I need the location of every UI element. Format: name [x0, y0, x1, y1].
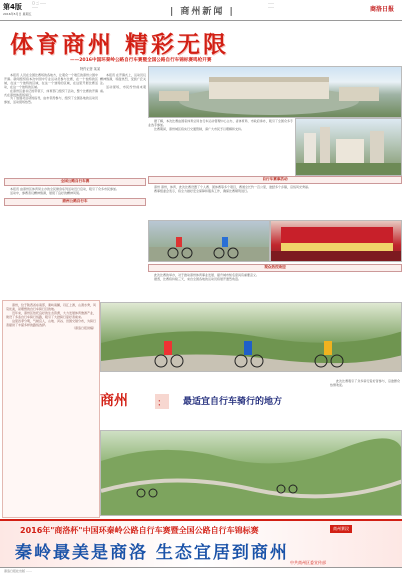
bottom-banner: [0, 519, 402, 567]
article-column-1: [4, 74, 98, 105]
masthead-left-line-1: 〇 二 ……: [32, 1, 46, 5]
race-illustration: [101, 303, 402, 372]
paragraph: 据了解，本次比赛由国家体育总局自行车运动管理中心主办，省体育局、市政府承办，吸引了全国众多专业选手参加。: [148, 119, 293, 127]
parade-photo: [148, 220, 270, 262]
masthead-right-line-1: ……: [268, 1, 274, 5]
page-footer: 商洛日报社出版 ……: [0, 567, 402, 575]
paragraph: 据悉，比赛将持续三天，来自全国各地的运动员将展开激烈角逐。: [154, 276, 242, 281]
section-subhead: 观众热烈欢迎: [148, 264, 402, 272]
paragraph: （商洛日报供稿）: [71, 326, 96, 331]
paragraph: 商州，位于陕西省东南部，秦岭南麓，丹江上游，山清水秀，风景优美，是理想的自行车骑行目的地。: [6, 303, 97, 311]
masthead-left-info: [32, 2, 152, 9]
article-column-3: [148, 120, 293, 132]
ceremony-photo: [270, 220, 402, 262]
section-title: | 商州新闻 |: [170, 7, 235, 17]
valley-photo: [100, 430, 402, 516]
paragraph: 本报讯 人员在全国比赛场的各地方，让观众一个难忘的商州公园中开幕。新闻组织将本次中国中专业运动员参与比赛，在一个独特的区域，在这一个独特的区域，在这一个独特的区域，在这里开展比赛活动，在这一个独特的区域。: [4, 73, 98, 89]
paragraph: 活动中，参赛者们精神饱满，展现了良好的精神风貌。: [10, 190, 83, 195]
section-subhead: 自行车赛事活动: [148, 176, 402, 184]
paragraph: 活动现场，市民纷纷前来观看。: [100, 84, 146, 93]
masthead-right-info: [268, 2, 368, 9]
city-photo: [295, 118, 402, 176]
masthead-left-line-2: ……: [32, 4, 38, 9]
newspaper-brand: 商洛日报: [370, 6, 395, 13]
shangzhou-slogan: 最适宜自行车骑行的地方: [183, 397, 283, 407]
paragraph: 商州 商州，体育，此次比赛设置了个人赛、团体赛等多个项目，赛道全长约一百公里，途经多个乡镇，沿线风光秀丽。: [154, 184, 311, 189]
banner-organization: 中共商州区委宣传部: [290, 560, 326, 565]
stadium-photo: [148, 66, 402, 118]
race-photo: [100, 302, 402, 372]
banner-badge: 商州赛段: [330, 525, 352, 533]
section-subhead: 商州公路自行车: [4, 198, 146, 206]
stage-illustration: [271, 221, 402, 262]
paragraph: 本报讯 由商州区体育局主办的全民健身系列活动近日启动，吸引了众多市民参加。: [10, 186, 119, 191]
stadium-illustration: [149, 67, 402, 118]
valley-illustration: [101, 431, 402, 516]
paragraph: 近年来，商州区依托良好的生态资源，大力发展体育旅游产业，建设了多条自行车骑行线路，吸引了大批骑行爱好者前来。: [6, 310, 97, 319]
masthead-right-line-2: ……: [268, 4, 274, 9]
masthead: [0, 0, 402, 21]
page-date: 2016年5月日 星期五: [3, 12, 32, 16]
paragraph: 为了加强对活动的指导，由市领导参与，组织了全国各地的运动员参加，活动现场热烈。: [4, 96, 98, 105]
paragraph: 在商州区委书记的带领下，体育部门组织了活动，整个比赛的开幕式在商州体育场举行。: [4, 88, 98, 97]
paragraph: 本报讯 在开幕式上，运动员们精神饱满，场面热烈，受到广泛关注。: [100, 73, 146, 85]
city-illustration: [296, 119, 402, 176]
shangzhou-tag: ：: [155, 394, 169, 409]
page-number: 第4版: [3, 3, 22, 11]
article-column-4: [148, 176, 402, 194]
article-column-6: [148, 264, 402, 282]
byline: 特约记者 某某: [80, 67, 101, 71]
paragraph: 赛事组委会表示，将全力做好安全保障和服务工作，确保比赛顺利进行。: [154, 188, 251, 193]
cyclists-illustration: [149, 221, 270, 262]
banner-event-title: 2016年"商洛杯"中国环秦岭公路自行车赛暨全国公路自行车锦标赛: [20, 526, 259, 535]
paragraph: 此次比赛吸引了众多骑行爱好者参与，沿途群众热情欢迎。: [330, 379, 400, 387]
paragraph: 这里四季分明，气候宜人，山地、河谷、田园交错分布，为骑行者提供了丰富多样的路线选择。: [6, 318, 97, 327]
shangzhou-title: 商州: [100, 393, 128, 409]
paragraph: 比赛期间，商州城区将实行交通管制，请广大市民予以理解和支持。: [154, 126, 245, 131]
feature-text: [6, 304, 96, 331]
banner-slogan: 秦岭最美是商洛 生态宜居到商州: [15, 543, 289, 563]
headline: 体育商州 精彩无限: [10, 31, 230, 58]
article-column-5: [4, 178, 146, 208]
feature-box: [2, 300, 100, 518]
section-subhead: 全国公路自行车赛: [4, 178, 146, 186]
side-caption: [330, 380, 400, 388]
subheadline: ——2016中国环秦岭公路自行车赛暨全国公路自行车锦标赛鸣枪开赛: [70, 58, 212, 63]
paragraph: 此次比赛的举办，对于推动商州体育事业发展、提升城市知名度具有重要意义。: [154, 272, 260, 277]
article-column-2: [100, 74, 146, 94]
